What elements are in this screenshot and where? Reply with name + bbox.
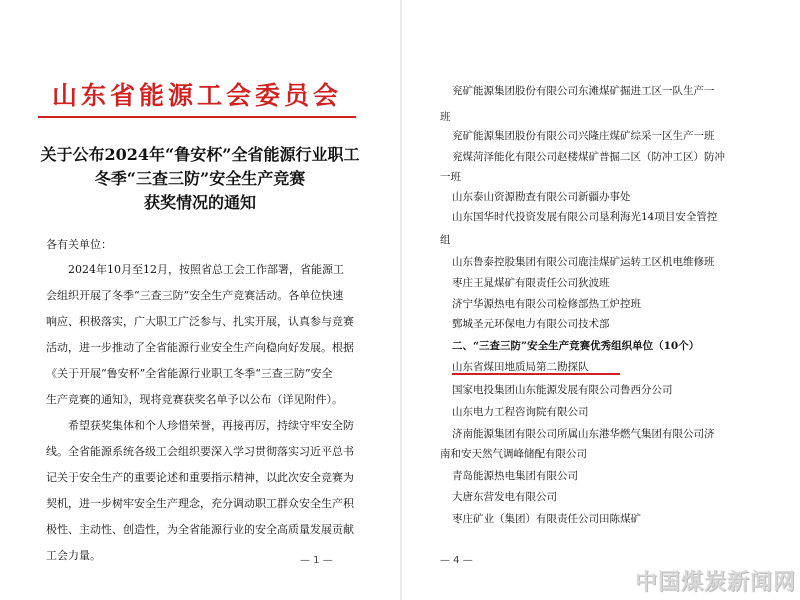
document-title-line: 获奖情况的通知 xyxy=(143,193,256,212)
document-title-line: 关于公布2024年“鲁安杯”全省能源行业职工 xyxy=(40,145,360,164)
section-heading: 二、“三查三防”安全生产竞赛优秀组织单位（10个） xyxy=(452,340,700,352)
body-line: 响应、积极落实，广大职工广泛参与、扎实开展，认真参与竞赛 xyxy=(46,315,354,328)
award-line: 班 xyxy=(440,111,451,123)
award-line: 山东泰山资源勘查有限公司新疆办事处 xyxy=(452,191,631,203)
body-line: 生产竞赛的通知》，现将竞赛获奖名单予以公布（详见附件）。 xyxy=(46,393,343,406)
org-line: 济南能源集团有限公司所属山东港华燃气集团有限公司济 xyxy=(452,428,715,440)
org-line: 青岛能源热电集团有限公司 xyxy=(452,470,578,482)
award-line: 山东国华时代投资发展有限公司垦利海光14项目安全管控 xyxy=(452,211,718,223)
body-line: 契机，进一步树牢安全生产理念，充分调动职工群众安全生产积 xyxy=(46,497,354,510)
award-line: 鄄城圣元环保电力有限公司技术部 xyxy=(452,318,610,330)
salutation: 各有关单位： xyxy=(46,238,112,251)
red-underline xyxy=(452,373,620,375)
body-line: 极性、主动性、创造性，为全省能源行业的安全高质量发展贡献 xyxy=(46,523,354,536)
award-line: 兖矿能源集团股份有限公司东滩煤矿掘进工区一队生产一 xyxy=(452,85,715,97)
letterhead: 山东省能源工会委员会 xyxy=(51,81,342,110)
award-line: 枣庄王晁煤矿有限责任公司狄波班 xyxy=(452,277,610,289)
body-line: 希望获奖集体和个人珍惜荣誉，再接再厉，持续守牢安全防 xyxy=(68,419,354,432)
award-line: 一班 xyxy=(440,171,461,183)
page-number: — 1 — xyxy=(300,555,333,566)
letterhead-rule xyxy=(38,116,356,118)
org-line: 大唐东营发电有限公司 xyxy=(452,491,557,503)
body-line: 2024年10月至12月，按照省总工会工作部署，省能源工 xyxy=(68,263,344,276)
body-line: 工会力量。 xyxy=(46,549,101,562)
page-divider xyxy=(400,0,402,600)
award-line: 组 xyxy=(440,234,451,246)
body-line: 活动，进一步推动了全省能源行业安全生产向稳向好发展。根据 xyxy=(46,341,354,354)
body-line: 线。全省能源系统各级工会组织要深入学习贯彻落实习近平总书 xyxy=(46,445,354,458)
document-title-line: 冬季“三查三防”安全生产竞赛 xyxy=(94,169,306,188)
org-line-highlighted: 山东省煤田地质局第二勘探队 xyxy=(452,361,589,373)
award-line: 山东鲁泰控股集团有限公司鹿洼煤矿运转工区机电维修班 xyxy=(452,256,715,268)
body-line: 会组织开展了冬季“三查三防”安全生产竞赛活动。各单位快速 xyxy=(46,289,344,302)
body-line: 记关于安全生产的重要论述和重要指示精神，以此次安全竞赛为 xyxy=(46,471,354,484)
page-number: — 4 — xyxy=(440,555,473,566)
org-line: 山东电力工程咨询院有限公司 xyxy=(452,406,589,418)
org-line: 枣庄矿业（集团）有限责任公司田陈煤矿 xyxy=(452,513,641,525)
watermark: 中国煤炭新闻网 xyxy=(634,570,796,595)
org-line: 国家电投集团山东能源发展有限公司鲁西分公司 xyxy=(452,384,673,396)
award-line: 兖矿能源集团股份有限公司兴隆庄煤矿综采一区生产一班 xyxy=(452,130,715,142)
award-line: 济宁华源热电有限公司检修部热工炉控班 xyxy=(452,298,641,310)
body-line: 《关于开展“鲁安杯”全省能源行业职工冬季“三查三防”安全 xyxy=(46,367,333,380)
award-line: 兖煤菏泽能化有限公司赵楼煤矿普掘二区（防冲工区）防冲 xyxy=(452,151,725,163)
org-line: 南和安天然气调峰储配有限公司 xyxy=(440,448,587,460)
